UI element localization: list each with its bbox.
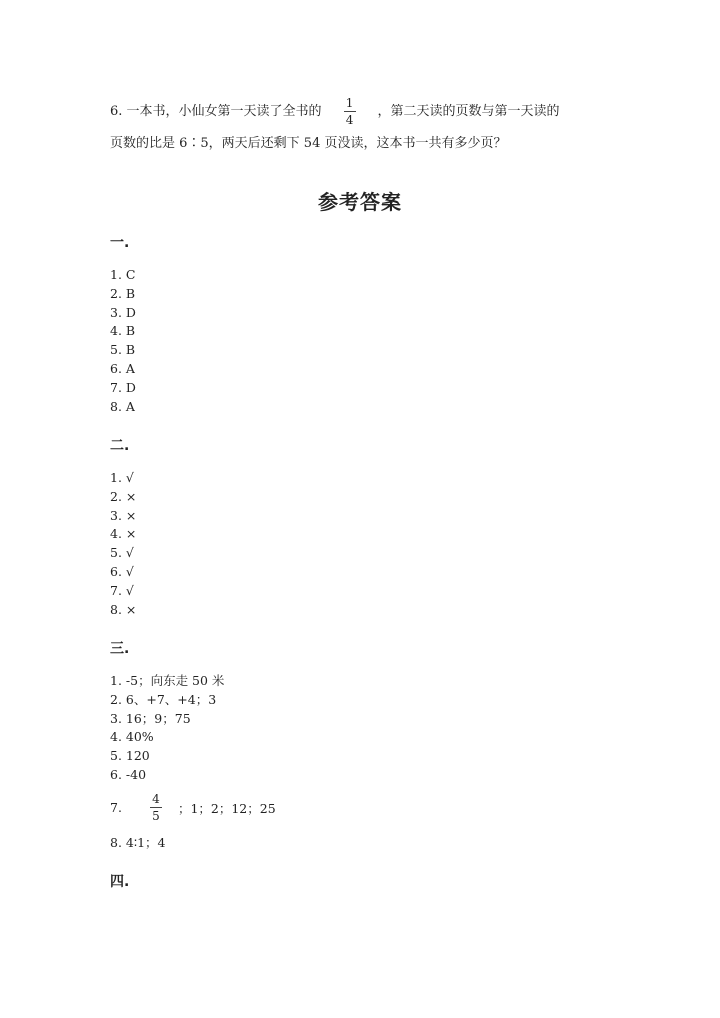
answer-item: 4. 40%: [110, 729, 154, 745]
answer-item: 6. -40: [110, 766, 147, 782]
question-6-text-post: ，第二天读的页数与第一天读的: [377, 103, 560, 119]
answer-item: 1. C: [110, 267, 136, 282]
answer-item: 6. √: [110, 563, 134, 579]
question-6-line-1: [110, 96, 560, 127]
question-6-text-pre: 6. 一本书，小仙女第一天读了全书的: [110, 103, 322, 119]
fraction-one-quarter: [344, 96, 356, 127]
section-3-heading: 三.: [110, 641, 130, 657]
page-title: 参考答案: [318, 190, 402, 214]
section-4-heading: 四.: [110, 874, 130, 890]
answer-item: 7. √: [110, 582, 134, 598]
answer-item: 8. A: [110, 398, 135, 414]
answer-item: 2. B: [110, 285, 136, 301]
fraction-numerator: 1: [345, 96, 354, 110]
fraction-bar: [150, 807, 162, 808]
fraction-denominator: 4: [345, 113, 354, 127]
section-2-answers: [110, 469, 136, 619]
answer-item: 2. ×: [110, 488, 137, 504]
answer-item: 3. 16；9；75: [110, 710, 191, 726]
answer-item: 1. √: [110, 470, 134, 485]
answer-item: 4. B: [110, 323, 136, 339]
question-6-line-2: 页数的比是 6∶5，两天后还剩下 54 页没读，这本书一共有多少页？: [110, 136, 507, 151]
answer-7-label: 7.: [110, 800, 122, 815]
section-3-answer-8: 8. 4∶1；4: [110, 835, 166, 850]
answer-item: 6. A: [110, 360, 135, 376]
section-1-heading: 一.: [110, 235, 130, 251]
answer-item: 1. -5；向东走 50 米: [110, 673, 225, 688]
answer-item: 3. D: [110, 304, 136, 320]
answer-item: 5. B: [110, 342, 136, 358]
fraction-four-fifths: [150, 792, 162, 823]
answer-item: 3. ×: [110, 507, 137, 523]
section-3-answers: [110, 672, 224, 785]
fraction-denominator: 5: [152, 809, 160, 823]
answer-item: 4. ×: [110, 526, 137, 542]
answer-item: 7. D: [110, 379, 136, 395]
section-3-answer-7: [110, 792, 276, 823]
fraction-numerator: 4: [152, 792, 160, 806]
section-1-answers: [110, 266, 136, 416]
section-2-heading: 二.: [110, 438, 130, 454]
answer-item: 8. ×: [110, 601, 137, 617]
answer-item: 5. 120: [110, 748, 150, 764]
answer-item: 2. 6、+7、+4；3: [110, 691, 217, 707]
answer-7-rest: ；1；2；12；25: [177, 800, 276, 816]
fraction-bar: [344, 111, 356, 112]
answer-item: 5. √: [110, 545, 134, 561]
